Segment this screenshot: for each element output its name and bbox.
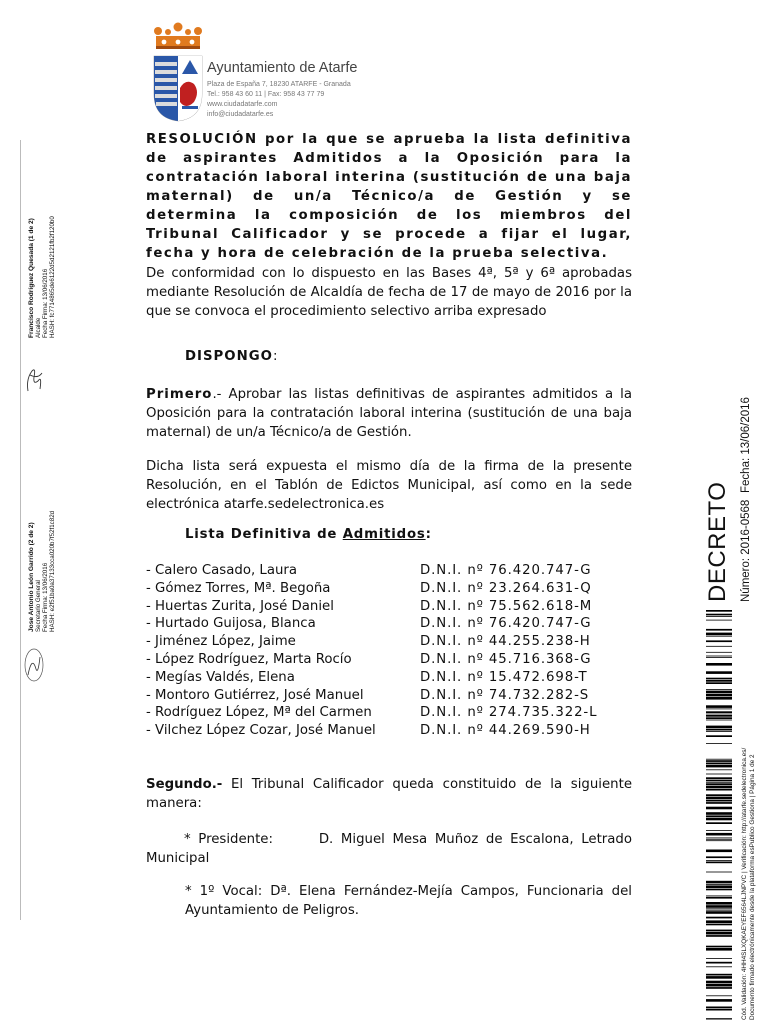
- signature-column-divider: [20, 140, 21, 920]
- signer-1-hash: HASH: fc7714865de6122d5d2121fb2f120b0: [49, 216, 56, 338]
- dispongo-label: DISPONGO: [185, 349, 273, 364]
- list-item: [146, 562, 632, 580]
- applicant-dni: D.N.I. nº 15.472.698-T: [420, 669, 588, 685]
- signature-2-icon: [22, 645, 46, 685]
- decreto-number: Número: 2016-0568: [740, 499, 752, 602]
- primero-label: Primero: [146, 387, 213, 402]
- applicant-dni: D.N.I. nº 44.255.238-H: [420, 634, 591, 650]
- list-item: [146, 669, 632, 687]
- presidente-label: * Presidente:: [184, 832, 273, 847]
- applicant-dni: D.N.I. nº 44.269.590-H: [420, 723, 591, 739]
- list-title: [185, 527, 432, 542]
- validation-line-2: Documento firmado electrónicamente desde la plataforma esPublico Gestiona | Página 1 de 2: [748, 754, 756, 1020]
- list-title-suffix: :: [425, 527, 432, 542]
- validation-text: [741, 748, 756, 1020]
- phone-line: Tel.: 958 43 60 11 | Fax: 958 43 77 79: [207, 91, 325, 98]
- town-crest-logo: [150, 22, 206, 122]
- applicant-dni: D.N.I. nº 23.264.631-Q: [420, 580, 592, 596]
- list-item: [146, 687, 632, 705]
- signature-1-icon: [24, 365, 46, 395]
- applicant-name: - Calero Casado, Laura: [146, 563, 298, 578]
- email-line: info@ciudadatarfe.es: [207, 111, 274, 118]
- applicant-dni: D.N.I. nº 76.420.747-G: [420, 616, 592, 632]
- applicant-name: - Vilchez López Cozar, José Manuel: [146, 723, 376, 739]
- list-title-prefix: Lista Definitiva de: [185, 527, 343, 542]
- segundo-label: Segundo.-: [146, 777, 223, 792]
- signer-2-date: Fecha Firma: 13/06/2016: [42, 562, 49, 632]
- resolution-title: RESOLUCIÓN por la que se aprueba la lista definitiva de aspirantes Admitidos a la Oposición para la contratación laboral interina (sustitución de una baja maternal) de un/a Técnico/a de Gestión y se determina la composición de los miembros del Tribunal Calificador y se procede a fijar el lugar, fecha y hora de celebración de la prueba selectiva.: [146, 132, 632, 261]
- list-item: [146, 704, 632, 722]
- applicant-name: - Rodríguez López, Mª del Carmen: [146, 705, 372, 721]
- applicant-dni: D.N.I. nº 274.735.322-L: [420, 705, 598, 721]
- presidente-paragraph: [146, 830, 632, 868]
- applicant-dni: D.N.I. nº 76.420.747-G: [420, 563, 592, 578]
- vocal-paragraph: * 1º Vocal: Dª. Elena Fernández-Mejía Campos, Funcionaria del Ayuntamiento de Peligros.: [185, 884, 632, 918]
- list-item: [146, 598, 632, 616]
- applicant-dni: D.N.I. nº 45.716.368-G: [420, 651, 592, 667]
- applicant-name: - Megías Valdés, Elena: [146, 669, 295, 685]
- validation-line-1: Cód. Validación: 4HH4SLXQKAEYEF6564LJNPVC | Verificación: http://atarfe.sedelectronica.es/: [741, 747, 748, 1020]
- signer-2-role: Secretario General: [35, 580, 42, 632]
- signer-1-role: Alcalde: [35, 317, 42, 338]
- applicant-dni: D.N.I. nº 74.732.282-S: [420, 687, 590, 703]
- list-title-underlined: Admitidos: [342, 527, 426, 542]
- primero-text: .- Aprobar las listas definitivas de aspirantes admitidos a la Oposición para la contratación laboral interina (sustitución de una baja maternal) de un/a Técnico/a de Gestión.: [146, 387, 632, 440]
- signer-1-name: Francisco Rodríguez Quesada (1 de 2): [28, 218, 35, 338]
- crown-icon: [154, 23, 202, 50]
- list-item: [146, 651, 632, 669]
- applicant-name: - Huertas Zurita, José Daniel: [146, 598, 334, 614]
- segundo-text: El Tribunal Calificador queda constituido de la siguiente manera:: [146, 777, 632, 811]
- signer-2-hash: HASH: e2f51ba0a37133cca020b7f52f1c82d: [49, 510, 56, 632]
- dicha-paragraph: Dicha lista será expuesta el mismo día de la firma de la presente Resolución, en el Tablón de Edictos Municipal, así como en la sede electrónica atarfe.sedelectronica.es: [146, 459, 632, 512]
- admitidos-list: [146, 562, 632, 740]
- org-address: [207, 80, 357, 120]
- primero-paragraph: [146, 385, 632, 442]
- decreto-date: Fecha: 13/06/2016: [740, 397, 752, 493]
- signer-1-date: Fecha Firma: 13/06/2016: [42, 268, 49, 338]
- list-item: [146, 580, 632, 598]
- barcode-icon: [706, 610, 732, 1020]
- applicant-dni: D.N.I. nº 75.562.618-M: [420, 598, 593, 614]
- applicant-name: - Gómez Torres, Mª. Begoña: [146, 580, 331, 596]
- signer-2-name: Jose Antonio León Garrido (2 de 2): [28, 522, 35, 632]
- website-line: www.ciudadatarfe.com: [207, 101, 278, 108]
- applicant-name: - Jiménez López, Jaime: [146, 634, 296, 650]
- list-item: [146, 633, 632, 651]
- signature-1-block: [28, 216, 56, 338]
- dispongo-heading: [185, 349, 278, 364]
- dispongo-colon: :: [272, 349, 279, 364]
- decreto-label: DECRETO: [704, 481, 731, 602]
- presidente-text: D. Miguel Mesa Muñoz de Escalona, Letrado Municipal: [146, 832, 632, 866]
- list-item: [146, 722, 632, 740]
- segundo-paragraph: [146, 775, 632, 813]
- org-name: Ayuntamiento de Atarfe: [207, 60, 358, 76]
- org-header: [207, 60, 357, 120]
- applicant-name: - López Rodríguez, Marta Rocío: [146, 651, 352, 667]
- document-body: [146, 130, 632, 918]
- signature-2-block: [28, 511, 56, 632]
- intro-paragraph: De conformidad con lo dispuesto en las Bases 4ª, 5ª y 6ª aprobadas mediante Resolución de Alcaldía de fecha de 17 de mayo de 2016 por la que se convoca el procedimiento selectivo arriba expresado: [146, 266, 632, 319]
- applicant-name: - Montoro Gutiérrez, José Manuel: [146, 687, 364, 703]
- applicant-name: - Hurtado Guijosa, Blanca: [146, 616, 316, 632]
- list-item: [146, 615, 632, 633]
- address-line: Plaza de España 7, 18230 ATARFE - Granada: [207, 81, 351, 88]
